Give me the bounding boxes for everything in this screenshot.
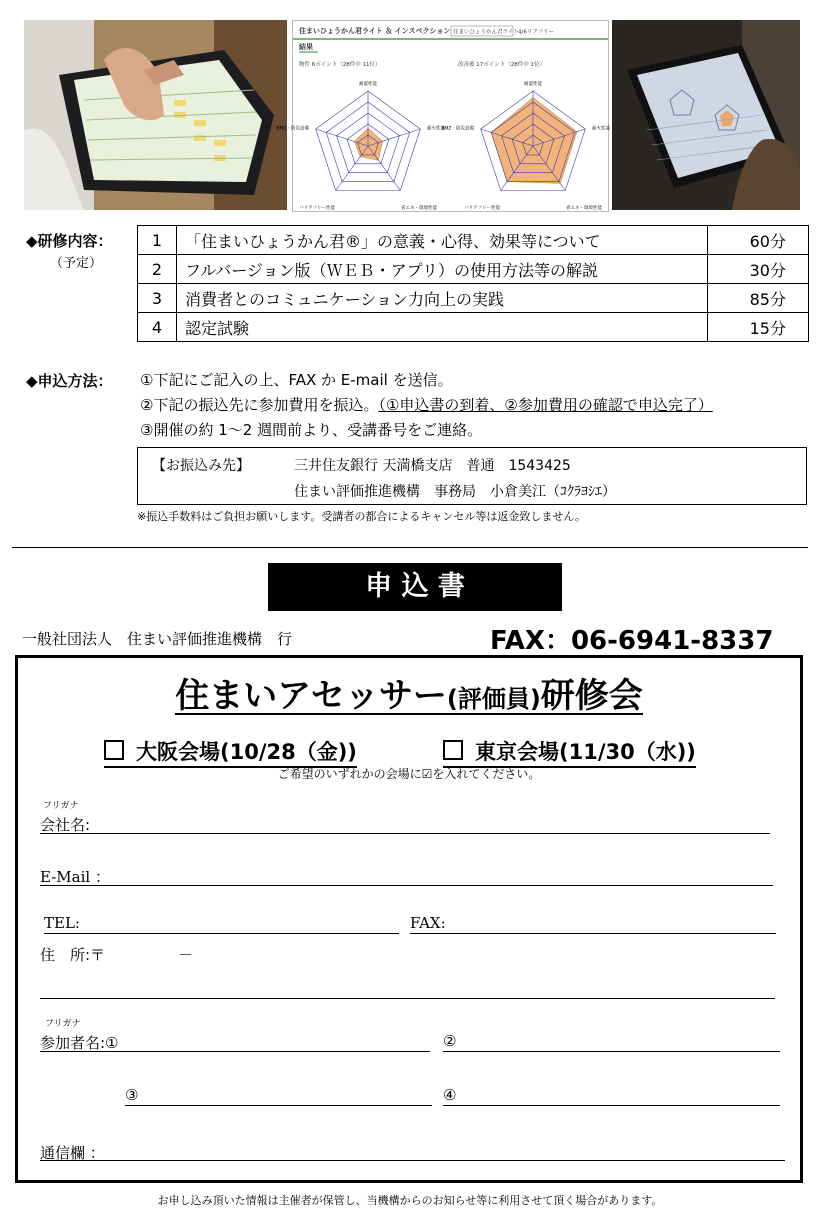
address-label: 住 所:〒 [40,946,106,964]
participant-2-field[interactable] [443,1051,780,1052]
curriculum-title: フルバージョン版（ＷＥＢ・アプリ）の使用方法等の解説 [177,255,708,284]
curriculum-no: 2 [138,255,177,284]
venue-osaka-label: 大阪会場(10/28（金)) [136,740,357,764]
curriculum-no: 4 [138,313,177,342]
radar-axis-label: 省エネ・環境性能 [566,206,602,211]
venue-osaka[interactable] [104,736,357,768]
bank-note: ※振込手数料はご負担お願いします。受講者の都合によるキャンセル等は返金致しません。 [137,510,586,523]
tel-field[interactable] [44,933,399,934]
radar-charts [276,21,610,211]
application-step2 [140,394,713,415]
radar-axis-label: バリアフリー性能 [299,206,335,211]
participant-3-label: ③ [125,1086,139,1104]
email-label: E-Mail ： [40,868,110,886]
bank-line2: 住まい評価推進機構 事務局 小倉美江（ｺｸﾗﾖｼｴ） [294,484,616,500]
curriculum-title: 「住まいひょうかん君®」の意義・心得、効果等について [177,226,708,255]
company-field[interactable] [40,833,770,834]
fax-field[interactable] [410,933,776,934]
application-label: ◆申込方法： [26,372,113,390]
form-title-paren: (評価員) [446,685,541,713]
app-left-caption: 物件 6ポイント（28件中 11位） [299,62,381,68]
fax-label: FAX: [410,914,446,932]
form-title [18,668,800,717]
curriculum-no: 1 [138,226,177,255]
curriculum-row [138,226,809,255]
radar-left [276,80,445,211]
application-step2-underlined: （①申込書の到着、②参加費用の確認で申込完了） [378,396,713,414]
furigana-company: フリガナ [43,801,79,811]
app-screenshot [276,20,610,212]
app-right-caption: 改善後 17ポイント（28件中 1位） [458,62,545,68]
checkbox-tokyo[interactable] [443,740,463,760]
application-step3: ③開催の約 1～2 週間前より、受講番号をご連絡。 [140,421,483,439]
curriculum-row [138,284,809,313]
curriculum-title: 認定試験 [177,313,708,342]
curriculum-row [138,313,809,342]
venue-tokyo[interactable] [443,736,696,768]
curriculum-title: 消費者とのコミュニケーション力向上の実践 [177,284,708,313]
radar-axis-label: BMZ・防災設備 [441,126,474,132]
radar-axis-label: 耐震性能 [359,82,377,87]
comments-label: 通信欄 ： [40,1144,105,1162]
radar-axis-label: バリアフリー性能 [464,206,500,211]
form-header [268,563,562,611]
address-field[interactable] [40,998,775,999]
radar-axis-label: BMZ・防災設備 [276,126,309,132]
app-result-label: 結果 [299,43,313,51]
footer-note: お申し込み頂いた情報は主催者が保管し、当機構からのお知らせ等に利用させて頂く場合があります。 [157,1194,663,1207]
radar-right [441,80,610,211]
bank-label: 【お振込み先】 [152,458,250,474]
company-label: 会社名: [40,816,91,834]
app-tag: 4/6リアフリー [518,29,555,36]
application-step2-text: ②下記の振込先に参加費用を振込。 [140,396,379,414]
participant-1-field[interactable] [40,1051,430,1052]
photo-tablet-hand [24,20,287,210]
radar-axis-label: 省エネ・環境性能 [401,206,437,211]
form-recipient: 一般社団法人 住まい評価推進機構 行 [22,630,293,648]
bank-box [137,447,807,505]
radar-axis-label: 耐火性能 [592,126,610,132]
app-dropdown: 住まいひょうかん君ライト [453,29,519,36]
email-field[interactable] [40,885,773,886]
participant-4-label: ④ [443,1086,457,1104]
venue-tokyo-label: 東京会場(11/30（水)) [475,740,696,764]
radar-axis-label: 耐震性能 [524,82,542,87]
app-title: 住まいひょうかん君ライト ＆ インスペクション [299,27,451,35]
comments-field[interactable] [40,1160,785,1161]
curriculum-minutes: 85分 [708,284,809,313]
participant-1-label: 参加者名:① [40,1034,119,1052]
checkbox-osaka[interactable] [104,740,124,760]
curriculum-minutes: 60分 [708,226,809,255]
photo-tablet-dark [612,20,800,210]
curriculum-sublabel: （予定） [50,256,103,271]
tel-label: TEL: [44,914,80,932]
curriculum-minutes: 30分 [708,255,809,284]
curriculum-label: ◆研修内容： [26,232,113,250]
bank-line1: 三井住友銀行 天満橋支店 普通 1543425 [294,458,571,474]
curriculum-no: 3 [138,284,177,313]
form-fax: FAX：06-6941-8337 [490,626,774,656]
application-form [15,655,803,1183]
form-header-text: 申 込 書 [365,571,465,602]
form-title-end: 研修会 [540,676,643,716]
radar-axis-label: 耐火性能 [427,126,445,132]
section-divider [12,547,808,548]
application-step1: ①下記にご記入の上、FAX か E-mail を送信。 [140,371,453,389]
participant-3-field[interactable] [125,1105,432,1106]
form-title-main: 住まいアセッサー [175,676,447,716]
venue-note: ご希望のいずれかの会場に☑を入れてください。 [277,767,541,781]
address-dash: － [178,946,194,964]
participant-2-label: ② [443,1032,457,1050]
participant-4-field[interactable] [443,1105,780,1106]
curriculum-minutes: 15分 [708,313,809,342]
curriculum-row [138,255,809,284]
furigana-participants: フリガナ [45,1019,81,1029]
curriculum-table [137,225,809,342]
